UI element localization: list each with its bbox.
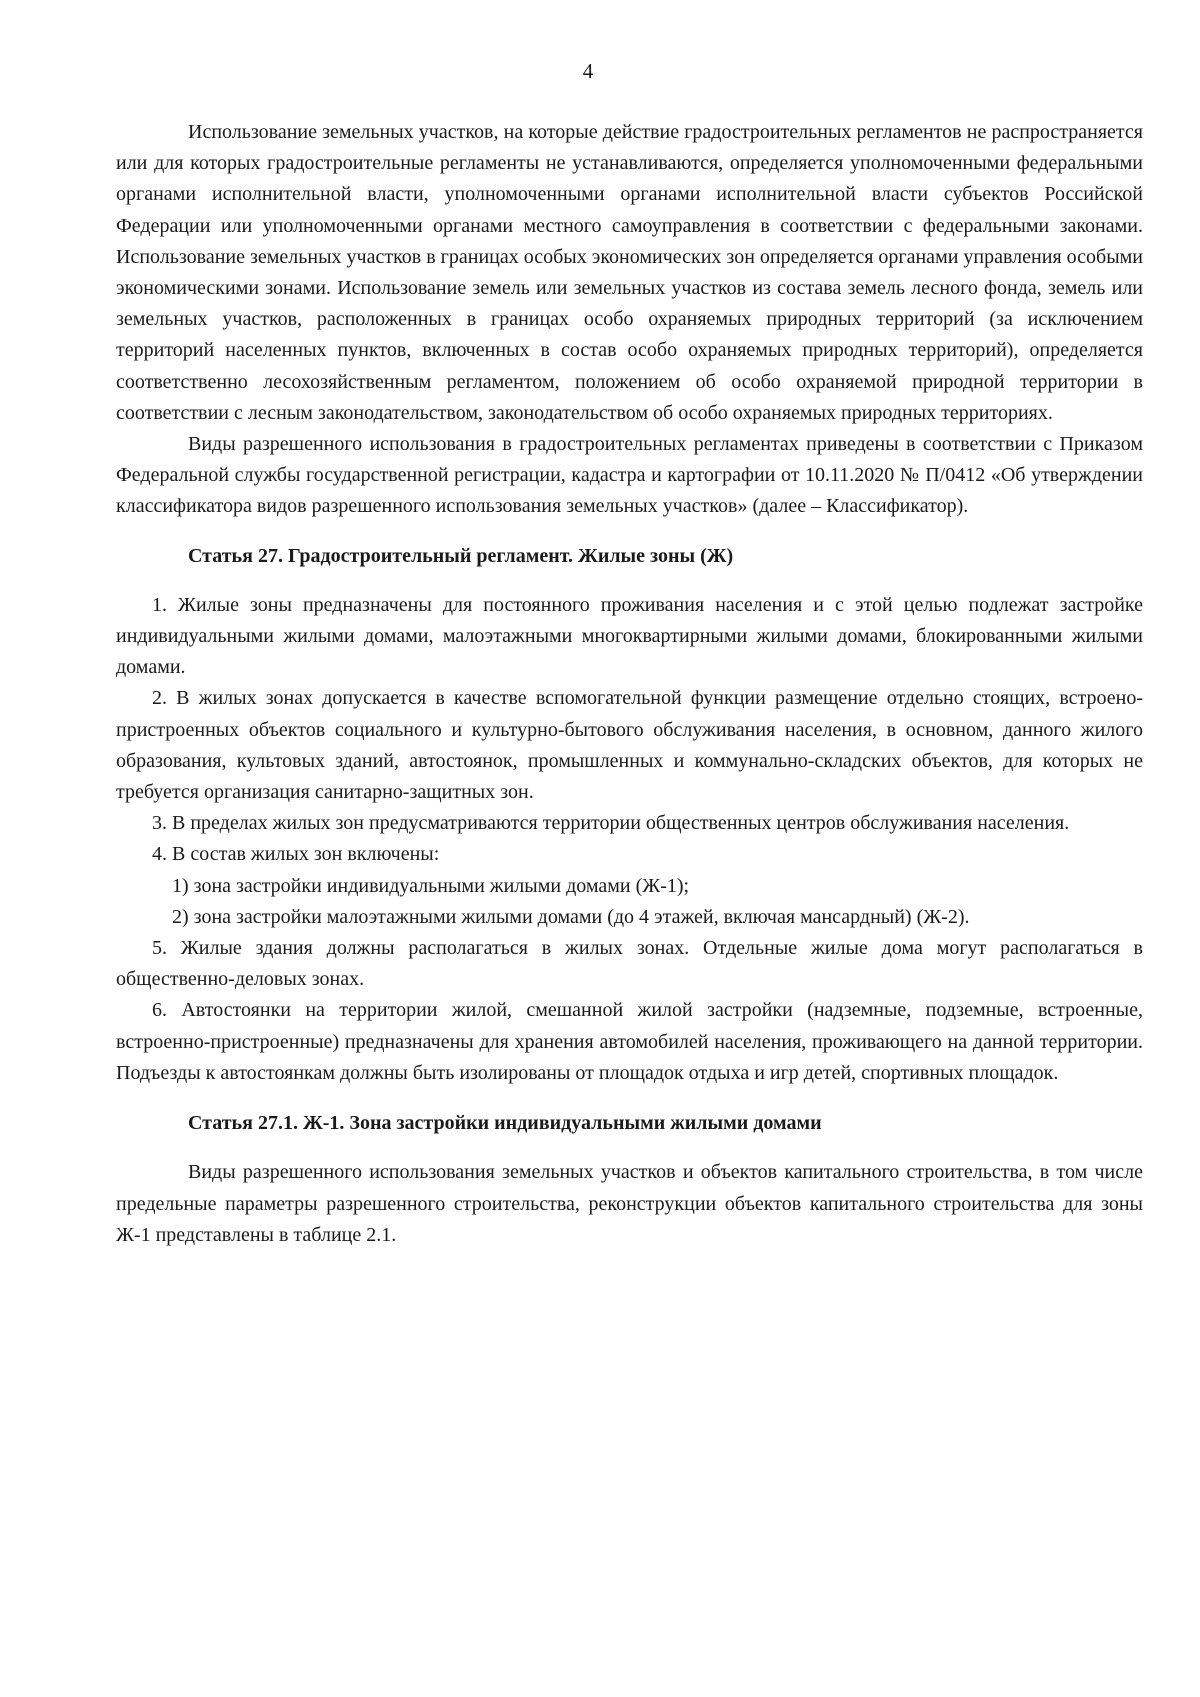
article-27-item-1: 1. Жилые зоны предназначены для постоянного проживания населения и с этой целью подлежат застройке индивидуальными жилыми домами, малоэтажными многоквартирными жилыми домами, блокированными жилыми домами.: [116, 593, 1143, 679]
article-27-item-3: 3. В пределах жилых зон предусматриваются территории общественных центров обслуживания населения.: [152, 812, 1070, 835]
article-27-heading: Статья 27. Градостроительный регламент. Жилые зоны (Ж): [188, 544, 734, 567]
article-27-1-heading: Статья 27.1. Ж-1. Зона застройки индивидуальными жилыми домами: [188, 1112, 822, 1135]
article-27-1-text: Виды разрешенного использования земельных участков и объектов капитального строительства, в том числе предельные параметры разрешенного строительства, реконструкции объектов капитального строительства для зоны Ж-1 представлены в таблице 2.1.: [116, 1161, 1143, 1246]
article-27-item-6: 6. Автостоянки на территории жилой, смешанной жилой застройки (надземные, подземные, встроенные, встроенно-пристроенные) предназначены для хранения автомобилей населения, проживающего на данной территории. Подъезды к автостоянкам должны быть изолированы от площадок отдыха и игр детей, спортивных площадок.: [116, 999, 1143, 1084]
zone-list-item-zh1: 1) зона застройки индивидуальными жилыми домами (Ж-1);: [172, 874, 690, 897]
paragraph-classifier: Виды разрешенного использования в градостроительных регламентах приведены в соответствии с Приказом Федеральной службы государственной регистрации, кадастра и картографии от 10.11.2020 № П/0412 «Об утверждении классификатора видов разрешенного использования земельных участков» (далее – Классификатор).: [116, 433, 1143, 518]
page-number: 4: [582, 59, 594, 83]
paragraph-land-use: Использование земельных участков, на которые действие градостроительных регламентов не распространяется или для которых градостроительные регламенты не устанавливаются, определяется уполномоченными федеральными органами исполнительной власти, уполномоченными органами исполнительной власти субъектов Российской Федерации или уполномоченными органами местного самоуправления в соответствии с федеральными законами. Использование земельных участков в границах особых экономических зон определяется органами управления особыми экономическими зонами. Использование земель или земельных участков из состава земель лесного фонда, земель или земельных участков, расположенных в границах особо охраняемых природных территорий (за исключением территорий населенных пунктов, включенных в состав особо охраняемых природных территорий), определяется соответственно лесохозяйственным регламентом, положением об особо охраняемой природной территории в соответствии с лесным законодательством, законодательством об особо охраняемых природных территориях.: [116, 121, 1143, 424]
article-27-item-4: 4. В состав жилых зон включены:: [152, 843, 440, 866]
article-27-item-2: 2. В жилых зонах допускается в качестве вспомогательной функции размещение отдельно стоящих, встроено-пристроенных объектов социального и культурно-бытового обслуживания населения, в основном, данного жилого образования, культовых зданий, автостоянок, промышленных и коммунально-складских объектов, для которых не требуется организация санитарно-защитных зон.: [116, 687, 1143, 804]
article-27-item-5: 5. Жилые здания должны располагаться в жилых зонах. Отдельные жилые дома могут располагаться в общественно-деловых зонах.: [116, 937, 1143, 991]
zone-list-item-zh2: 2) зона застройки малоэтажными жилыми домами (до 4 этажей, включая мансардный) (Ж-2).: [172, 905, 970, 928]
document-body: [116, 117, 1143, 1251]
